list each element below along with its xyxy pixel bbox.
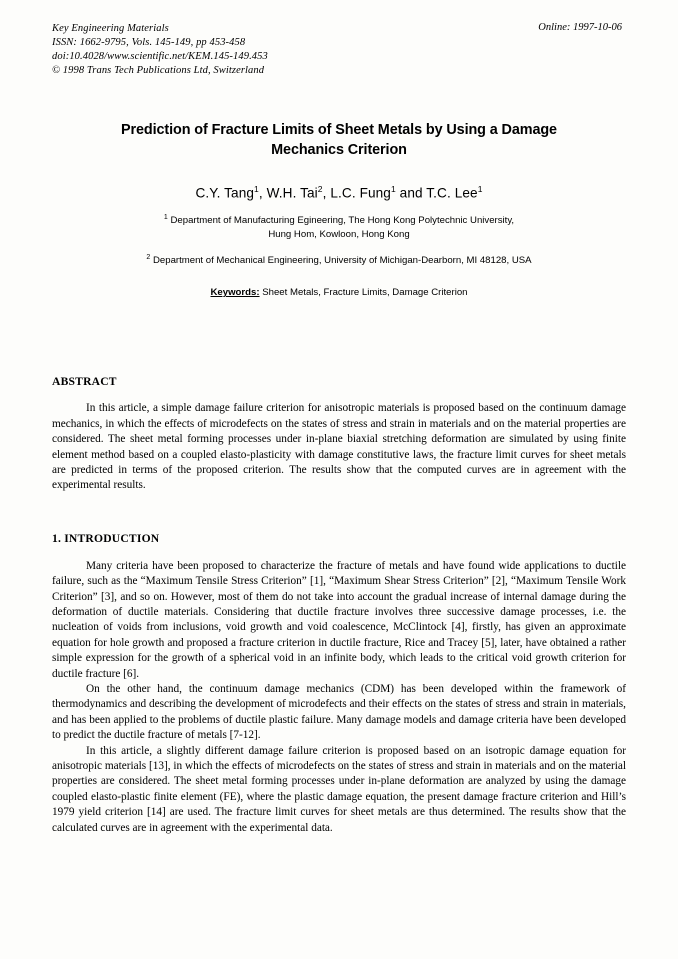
affiliation-2: $^2$ Department of Mechanical Engineering, University of Michigan-Dearborn, MI 48128, USA (146, 254, 532, 267)
journal-info-block (52, 22, 268, 78)
author-affil-marker: 1 (390, 183, 396, 194)
introduction-paragraph-2: On the other hand, the continuum damage mechanics (CDM) has been developed within the framework of thermodynamics and describing the development of microdefects and their effects on the states of stress and strain in materials, and has been applied to the problems of ductile plastic failure. Many damage models and damage criteria have been developed to predict the ductile fracture of metals [7-12]. (52, 683, 626, 742)
author-list: C.Y. Tang$^1$, W.H. Tai$^2$, L.C. Fung$^1$ and T.C. Lee$^1$ (195, 183, 483, 201)
journal-copyright: © 1998 Trans Tech Publications Ltd, Switzerland (52, 64, 265, 76)
journal-doi: doi:10.4028/www.scientific.net/KEM.145-149.453 (52, 50, 268, 62)
online-date: Online: 1997-10-06 (538, 22, 622, 33)
abstract-heading: ABSTRACT (52, 375, 117, 389)
keywords-values: Sheet Metals, Fracture Limits, Damage Criterion (262, 287, 468, 299)
affiliation-marker: 1 (163, 214, 168, 222)
page-title: Prediction of Fracture Limits of Sheet Metals by Using a Damage Mechanics Criterion (121, 121, 557, 159)
journal-header (52, 22, 626, 78)
journal-issn: ISSN: 1662-9795, Vols. 145-149, pp 453-458 (52, 36, 246, 48)
affiliation-marker: 2 (146, 254, 151, 262)
abstract-paragraph: In this article, a simple damage failure criterion for anisotropic materials is proposed based on the continuum damage mechanics, in which the effects of microdefects on the states of stress and strain in materials and on the material properties are considered. The sheet metal forming processes under in-plane biaxial stretching deformation are simulated by using finite element method based on a coupled elasto-plasticity with damage constitutive laws, the fracture limit curves for sheet metals are predicted in terms of the proposed criterion. The results show that the computed curves are in agreement with the experimental results. (52, 402, 626, 492)
journal-name: Key Engineering Materials (52, 23, 169, 34)
affiliation-1: $^1$ Department of Manufacturing Egineering, The Hong Kong Polytechnic University, Hung Hom, Kowloon, Hong Kong (163, 214, 515, 241)
introduction-paragraph-3: In this article, a slightly different damage failure criterion is proposed based on an isotropic damage equation for anisotropic materials [13], in which the effects of microdefects on the states of stress and strain in materials and on the material properties are considered. The sheet metal forming processes under in-plane deformation are analyzed by using the damage coupled elasto-plastic finite element (FE), where the plastic damage equation, the present damage fracture criterion and Hill’s 1979 yield criterion [14] are used. The fracture limit curves for sheet metals are thus determined. The results show that the calculated curves are in agreement with the experimental data. (52, 744, 626, 834)
paper-content (52, 22, 626, 836)
keywords-label: Keywords: (210, 287, 260, 299)
author-affil-marker: 2 (317, 183, 323, 194)
introduction-heading: 1. INTRODUCTION (52, 531, 160, 545)
introduction-paragraph-1: Many criteria have been proposed to characterize the fracture of metals and have found wide applications to ductile failure, such as the “Maximum Tensile Stress Criterion” [1], “Maximum Shear Stress Criterion” [2], “Maximum Tensile Work Criterion” [3], and so on. However, most of them do not take into account the gradual increase of internal damage during the deformation of ductile materials. Considering that ductile fracture involves three successive damage processes, i.e. the nucleation of voids from inclusions, void growth and void coalescence, McClintock [4], firstly, has given an approximate equation for hole growth and proposed a fracture criterion in ductile fracture, Rice and Tracey [5], later, have obtained a rather simple expression for the growth of a spherical void in an infinite body, which leads to the critical void growth criterion for ductile fracture [6]. (52, 559, 626, 680)
author-affil-marker: 1 (477, 183, 483, 194)
keywords-line (52, 287, 626, 298)
author-affil-marker: 1 (254, 183, 259, 194)
